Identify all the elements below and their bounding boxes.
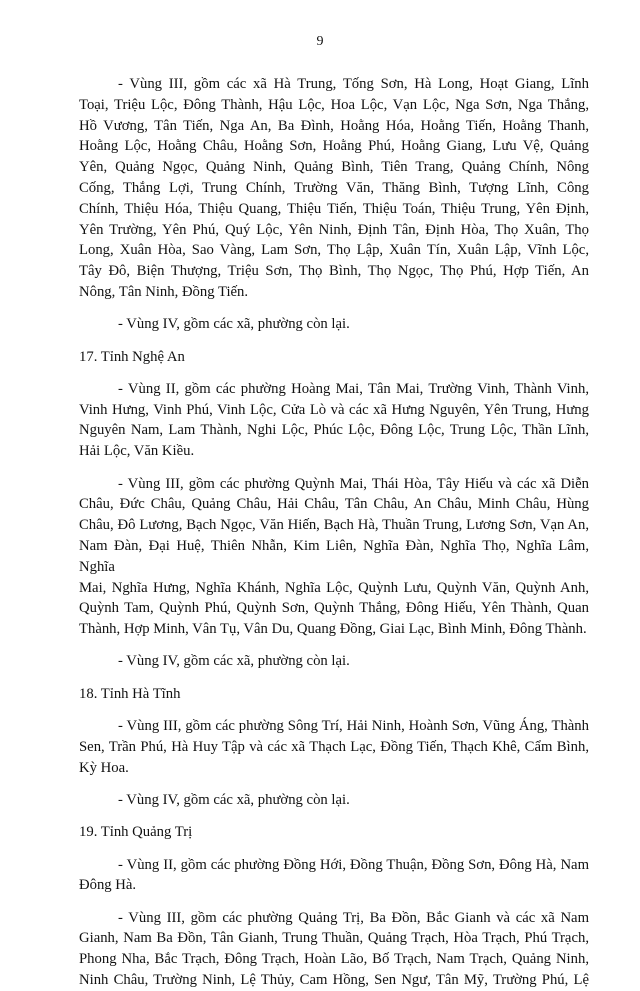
text-line: 18. Tỉnh Hà Tĩnh	[79, 685, 181, 702]
text-line: Phong Nha, Bắc Trạch, Đông Trạch, Hoàn Lão, Bố Trạch, Nam Trạch, Quảng Ninh,	[79, 951, 589, 968]
text-line: - Vùng II, gồm các phường Đồng Hới, Đồng Thuận, Đồng Sơn, Đông Hà, Nam	[118, 856, 589, 873]
text-line: - Vùng III, gồm các phường Quỳnh Mai, Thái Hòa, Tây Hiếu và các xã Diễn	[118, 475, 589, 492]
text-line: Châu, Đô Lương, Bạch Ngọc, Văn Hiến, Bạch Hà, Thuần Trung, Lương Sơn, Vạn An,	[79, 517, 589, 534]
text-line: - Vùng II, gồm các phường Hoàng Mai, Tân Mai, Trường Vinh, Thành Vinh,	[118, 380, 589, 397]
text-line: 19. Tỉnh Quảng Trị	[79, 824, 193, 841]
text-line: Đông Hà.	[79, 877, 137, 894]
text-line: Toại, Triệu Lộc, Đông Thành, Hậu Lộc, Hoa Lộc, Vạn Lộc, Nga Sơn, Nga Thắng,	[79, 96, 589, 113]
section-heading	[79, 684, 589, 705]
paragraph	[79, 716, 589, 778]
paragraph-gap	[79, 303, 589, 315]
text-line: Châu, Đức Châu, Quảng Châu, Hải Châu, Tân Châu, An Châu, Minh Châu, Hùng	[79, 496, 589, 513]
text-line: Hải Lộc, Văn Kiều.	[79, 443, 195, 460]
text-line: Vinh Hưng, Vinh Phú, Vinh Lộc, Cửa Lò và các xã Hưng Nguyên, Yên Trung, Hưng	[79, 401, 589, 418]
section-heading	[79, 822, 589, 843]
text-line: Sen, Trần Phú, Hà Huy Tập và các xã Thạch Lạc, Đồng Tiến, Thạch Khê, Cẩm Bình,	[79, 738, 589, 755]
section-heading	[79, 347, 589, 368]
text-line: - Vùng III, gồm các xã Hà Trung, Tống Sơn, Hà Long, Hoạt Giang, Lĩnh	[118, 76, 589, 92]
text-line: Long, Xuân Hòa, Sao Vàng, Lam Sơn, Thọ Lập, Xuân Tín, Xuân Lập, Vĩnh Lộc,	[79, 242, 589, 259]
text-line: Gianh, Nam Ba Đồn, Tân Gianh, Trung Thuần, Quảng Trạch, Hòa Trạch, Phú Trạch,	[79, 930, 589, 947]
text-line: - Vùng III, gồm các phường Sông Trí, Hải Ninh, Hoành Sơn, Vũng Áng, Thành	[118, 718, 589, 735]
text-line: - Vùng III, gồm các phường Quảng Trị, Ba Đồn, Bắc Gianh và các xã Nam	[118, 909, 589, 926]
paragraph	[79, 474, 589, 640]
text-line: Mai, Nghĩa Hưng, Nghĩa Khánh, Nghĩa Lộc, Quỳnh Lưu, Quỳnh Văn, Quỳnh Anh,	[79, 579, 589, 596]
text-line: Quỳnh Tam, Quỳnh Phú, Quỳnh Sơn, Quỳnh Thắng, Đông Hiếu, Yên Thành, Quan	[79, 600, 589, 617]
paragraph	[79, 651, 589, 672]
text-line: Nguyên Nam, Lam Thành, Nghi Lộc, Phúc Lộc, Đông Lộc, Trung Lộc, Thần Lĩnh,	[79, 422, 589, 439]
text-line: Ninh Châu, Trường Ninh, Lệ Thủy, Cam Hồng, Sen Ngư, Tân Mỹ, Trường Phú, Lệ	[79, 971, 589, 988]
paragraph-gap	[79, 462, 589, 474]
page-number: 9	[316, 34, 324, 49]
paragraph-gap	[79, 843, 589, 855]
text-line: - Vùng IV, gồm các xã, phường còn lại.	[118, 791, 350, 808]
paragraph-gap	[79, 367, 589, 379]
text-line: Nông, Tân Ninh, Đồng Tiến.	[79, 283, 249, 300]
text-line: 17. Tỉnh Nghệ An	[79, 348, 185, 365]
text-line: Kỳ Hoa.	[79, 759, 129, 776]
paragraph	[79, 314, 589, 335]
text-line: Hoằng Lộc, Hoằng Châu, Hoằng Sơn, Hoằng Phú, Hoằng Giang, Lưu Vệ, Quảng	[79, 138, 589, 155]
text-line: - Vùng IV, gồm các xã, phường còn lại.	[118, 316, 350, 333]
paragraph-gap	[79, 335, 589, 347]
text-line: Yên, Quảng Ngọc, Quảng Ninh, Quảng Bình, Tiên Trang, Quảng Chính, Nông	[79, 159, 589, 176]
text-line: Chính, Thiệu Hóa, Thiệu Quang, Thiệu Tiến, Thiệu Toán, Thiệu Trung, Yên Định,	[79, 200, 589, 217]
paragraph-gap	[79, 811, 589, 823]
text-line: Yên Trường, Yên Phú, Quý Lộc, Yên Ninh, Định Tân, Định Hòa, Thọ Xuân, Thọ	[79, 221, 589, 238]
text-line: Nam Đàn, Đại Huệ, Thiên Nhẫn, Kim Liên, Nghĩa Đàn, Nghĩa Thọ, Nghĩa Lâm, Nghĩa	[79, 537, 589, 575]
text-line: - Vùng IV, gồm các xã, phường còn lại.	[118, 653, 350, 670]
text-line: Tây Đô, Biện Thượng, Triệu Sơn, Thọ Bình, Thọ Ngọc, Thọ Phú, Hợp Tiến, An	[79, 263, 589, 280]
paragraph	[79, 74, 589, 303]
paragraph-gap	[79, 705, 589, 717]
paragraph	[79, 379, 589, 462]
paragraph	[79, 855, 589, 897]
text-line: Cống, Thắng Lợi, Trung Chính, Trường Văn, Thăng Bình, Tượng Lĩnh, Công	[79, 179, 589, 196]
paragraph-gap	[79, 778, 589, 790]
text-line: Thành, Hợp Minh, Vân Tụ, Vân Du, Quang Đồng, Giai Lạc, Bình Minh, Đông Thành.	[79, 621, 587, 638]
text-line: Hồ Vương, Tân Tiến, Nga An, Ba Đình, Hoằng Hóa, Hoằng Tiến, Hoằng Thanh,	[79, 117, 589, 134]
paragraph	[79, 790, 589, 811]
paragraph-gap	[79, 896, 589, 908]
paragraph-gap	[79, 672, 589, 684]
document-body	[79, 74, 589, 991]
paragraph	[79, 908, 589, 991]
paragraph-gap	[79, 640, 589, 652]
